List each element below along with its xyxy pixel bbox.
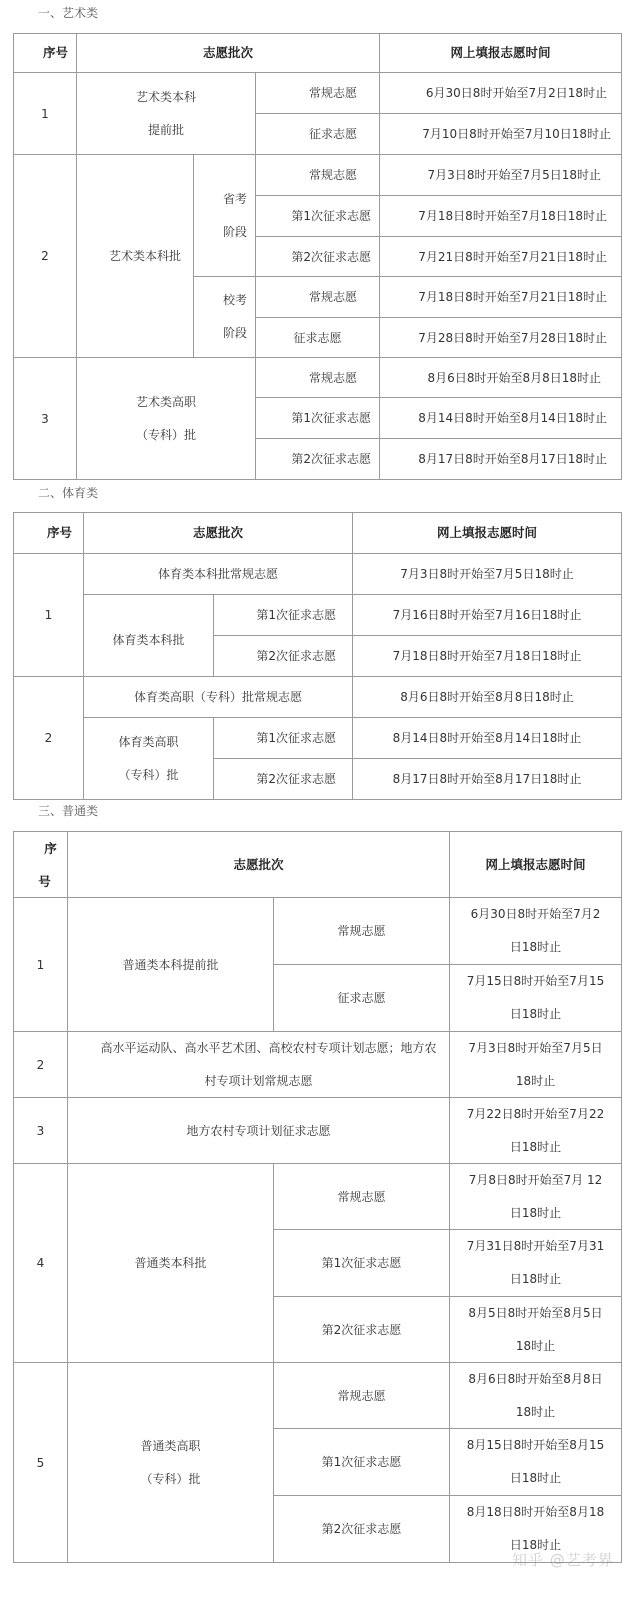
batch-cell: 地方农村专项计划征求志愿	[67, 1097, 450, 1164]
batch-line: （专科）批	[135, 427, 196, 442]
batch-line: 艺术类本科	[135, 89, 196, 104]
header-seq	[13, 831, 68, 898]
type-cell: 第2次征求志愿	[213, 635, 353, 677]
time-line: 8月15日8时开始至8月15	[466, 1438, 605, 1452]
stage-line: 校考	[222, 293, 247, 307]
header-seq: 序号	[13, 33, 77, 73]
type-cell: 常规志愿	[273, 1362, 450, 1429]
time-cell	[449, 1163, 622, 1230]
batch-line: 艺术类高职	[135, 394, 196, 409]
header-batch: 志愿批次	[67, 831, 450, 898]
batch-line: （专科）批	[140, 1471, 201, 1486]
watermark: 知乎 @艺考界	[512, 1551, 614, 1569]
type-cell: 常规志愿	[255, 276, 380, 318]
seq-cell: 1	[13, 553, 84, 677]
type-cell: 征求志愿	[255, 113, 380, 155]
time-cell: 7月16日8时开始至7月16日18时止	[352, 594, 622, 636]
time-line: 日18时止	[509, 940, 562, 954]
type-cell: 第2次征求志愿	[273, 1296, 450, 1363]
batch-cell	[67, 1362, 274, 1563]
time-cell: 7月21日8时开始至7月21日18时止	[379, 236, 622, 277]
time-cell: 8月6日8时开始至8月8日18时止	[379, 357, 622, 398]
header-batch: 志愿批次	[83, 512, 353, 554]
time-line: 7月15日8时开始至7月15	[466, 974, 605, 988]
time-cell	[449, 964, 622, 1032]
time-line: 18时止	[515, 1338, 556, 1353]
header-seq-line: 序	[44, 840, 57, 856]
time-line: 7月22日8时开始至7月22	[466, 1106, 605, 1121]
time-line: 18时止	[515, 1073, 556, 1088]
batch-cell	[76, 72, 256, 155]
batch-line: 普通类高职	[140, 1438, 201, 1453]
seq-cell: 2	[13, 154, 77, 358]
seq-cell: 3	[13, 1097, 68, 1164]
type-cell: 常规志愿	[273, 1163, 450, 1230]
time-cell: 7月28日8时开始至7月28日18时止	[379, 317, 622, 358]
batch-line: （专科）批	[118, 767, 179, 782]
type-cell: 第1次征求志愿	[213, 594, 353, 636]
time-line: 18时止	[515, 1404, 556, 1419]
type-cell: 常规志愿	[273, 897, 450, 965]
time-cell	[449, 1229, 622, 1297]
type-cell: 第1次征求志愿	[255, 397, 380, 439]
batch-cell	[76, 357, 256, 480]
time-cell: 8月14日8时开始至8月14日18时止	[379, 397, 622, 439]
seq-cell: 1	[13, 72, 77, 155]
header-time: 网上填报志愿时间	[379, 33, 622, 73]
type-cell: 常规志愿	[255, 154, 380, 196]
type-cell: 第1次征求志愿	[273, 1229, 450, 1297]
batch-line: 提前批	[147, 122, 184, 137]
time-cell	[449, 1031, 622, 1098]
time-cell: 7月10日8时开始至7月10日18时止	[379, 113, 622, 155]
section-title-sports: 二、体育类	[38, 486, 99, 500]
type-cell: 第1次征求志愿	[273, 1428, 450, 1496]
batch-cell	[83, 717, 214, 800]
type-cell: 第1次征求志愿	[255, 195, 380, 237]
batch-cell: 体育类本科批	[83, 594, 214, 677]
type-cell: 第1次征求志愿	[213, 717, 353, 759]
header-seq-line: 号	[38, 873, 51, 889]
time-cell: 7月18日8时开始至7月21日18时止	[379, 276, 622, 318]
time-line: 8月18日8时开始至8月18	[466, 1505, 605, 1519]
time-line: 7月8日8时开始至7月 12	[468, 1172, 603, 1187]
stage-line: 省考	[222, 191, 247, 206]
time-cell	[449, 1296, 622, 1363]
batch-cell: 普通类本科批	[67, 1163, 274, 1363]
batch-line: 村专项计划常规志愿	[204, 1073, 313, 1088]
time-line: 日18时止	[509, 1007, 562, 1021]
type-cell: 常规志愿	[255, 72, 380, 114]
seq-cell: 2	[13, 1031, 68, 1098]
time-cell	[449, 897, 622, 965]
time-line: 7月31日8时开始至7月31	[466, 1239, 605, 1253]
stage-line: 阶段	[222, 326, 247, 340]
seq-cell: 3	[13, 357, 77, 480]
seq-cell: 1	[13, 897, 68, 1032]
batch-cell: 普通类本科提前批	[67, 897, 274, 1032]
time-cell: 7月3日8时开始至7月5日18时止	[352, 553, 622, 595]
type-cell: 第2次征求志愿	[255, 438, 380, 480]
type-cell: 征求志愿	[273, 964, 450, 1032]
time-cell: 7月18日8时开始至7月18日18时止	[379, 195, 622, 237]
time-cell	[449, 1362, 622, 1429]
batch-cell	[67, 1031, 450, 1098]
time-cell	[449, 1428, 622, 1496]
batch-cell: 艺术类本科批	[76, 154, 194, 358]
stage-line: 阶段	[222, 224, 247, 239]
batch-line: 高水平运动队、高水平艺术团、高校农村专项计划志愿；地方农	[100, 1040, 437, 1055]
section-title-general: 三、普通类	[38, 804, 99, 818]
header-time: 网上填报志愿时间	[352, 512, 622, 554]
seq-cell: 2	[13, 676, 84, 800]
regular-cell: 体育类本科批常规志愿	[83, 553, 353, 595]
time-line: 6月30日8时开始至7月2	[470, 907, 601, 921]
time-cell: 7月18日8时开始至7月18日18时止	[352, 635, 622, 677]
time-cell: 8月14日8时开始至8月14日18时止	[352, 717, 622, 759]
section-title-art: 一、艺术类	[38, 6, 99, 20]
time-line: 8月5日8时开始至8月5日	[468, 1305, 603, 1320]
type-cell: 常规志愿	[255, 357, 380, 398]
seq-cell: 5	[13, 1362, 68, 1563]
time-line: 日18时止	[509, 1205, 562, 1220]
time-line: 日18时止	[509, 1272, 562, 1286]
regular-cell: 体育类高职（专科）批常规志愿	[83, 676, 353, 718]
time-cell: 6月30日8时开始至7月2日18时止	[379, 72, 622, 114]
time-cell	[449, 1097, 622, 1164]
seq-cell: 4	[13, 1163, 68, 1363]
stage-cell	[193, 276, 256, 358]
time-cell: 8月17日8时开始至8月17日18时止	[379, 438, 622, 480]
type-cell: 第2次征求志愿	[273, 1495, 450, 1563]
type-cell: 第2次征求志愿	[255, 236, 380, 277]
time-line: 8月6日8时开始至8月8日	[468, 1371, 603, 1386]
time-line: 日18时止	[509, 1538, 562, 1552]
time-cell: 7月3日8时开始至7月5日18时止	[379, 154, 622, 196]
time-line: 日18时止	[509, 1139, 562, 1154]
time-line: 7月3日8时开始至7月5日	[468, 1040, 603, 1055]
header-batch: 志愿批次	[76, 33, 380, 73]
time-cell: 8月6日8时开始至8月8日18时止	[352, 676, 622, 718]
time-line: 日18时止	[509, 1471, 562, 1485]
header-seq: 序号	[13, 512, 84, 554]
batch-line: 体育类高职	[118, 734, 179, 749]
stage-cell	[193, 154, 256, 277]
time-cell: 8月17日8时开始至8月17日18时止	[352, 758, 622, 800]
type-cell: 第2次征求志愿	[213, 758, 353, 800]
type-cell: 征求志愿	[255, 317, 380, 358]
header-time: 网上填报志愿时间	[449, 831, 622, 898]
